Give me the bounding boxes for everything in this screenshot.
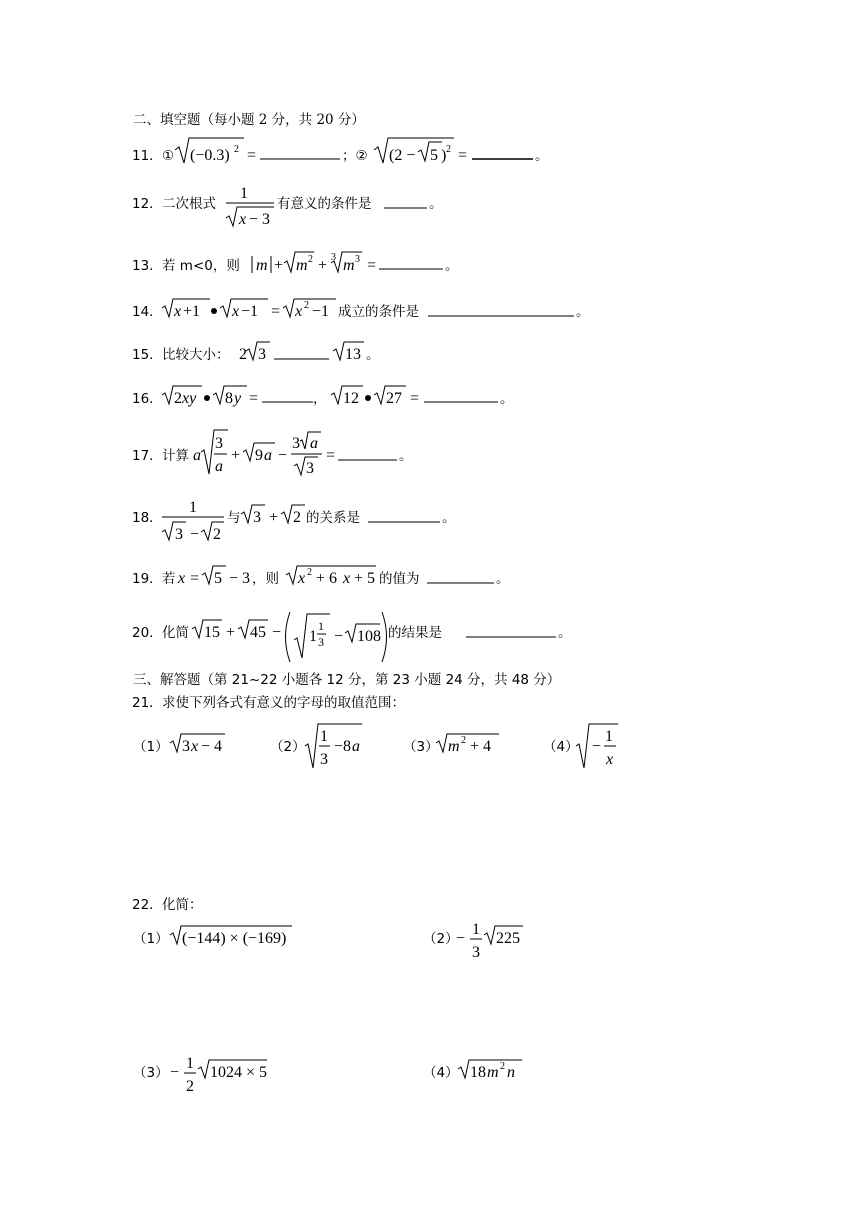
svg-text:− 3: − 3 xyxy=(229,570,251,587)
svg-text:3: 3 xyxy=(320,751,328,768)
svg-text:13: 13 xyxy=(345,346,361,363)
q21-item-4-label: （4） xyxy=(543,739,579,755)
svg-text:3: 3 xyxy=(318,635,324,649)
svg-text:。: 。 xyxy=(500,391,514,407)
question-17 xyxy=(132,430,413,477)
q11-number: 11． xyxy=(132,148,163,164)
svg-text:a: a xyxy=(310,435,318,452)
q11-sep: ；② xyxy=(342,148,368,164)
svg-text:。: 。 xyxy=(366,347,380,363)
svg-text:1: 1 xyxy=(320,728,328,745)
svg-text:比较大小：: 比较大小： xyxy=(162,347,230,363)
svg-text:的关系是: 的关系是 xyxy=(306,510,360,526)
question-21 xyxy=(132,694,618,768)
svg-text:a: a xyxy=(264,447,272,464)
svg-text:(2 −: (2 − xyxy=(389,147,416,164)
svg-text:3: 3 xyxy=(306,460,314,477)
q19-number: 19． xyxy=(132,571,163,587)
question-20 xyxy=(132,612,572,662)
svg-text:5: 5 xyxy=(430,147,438,164)
svg-text:x: x xyxy=(232,303,240,320)
svg-text:18: 18 xyxy=(470,1064,486,1081)
svg-text:1: 1 xyxy=(605,728,613,745)
svg-text:45: 45 xyxy=(250,624,266,641)
svg-text:x: x xyxy=(239,211,247,228)
question-18 xyxy=(132,499,456,543)
svg-text:−: − xyxy=(190,526,200,543)
svg-text:x: x xyxy=(606,751,614,768)
svg-text:3: 3 xyxy=(472,944,480,961)
svg-text:1024 × 5: 1024 × 5 xyxy=(210,1064,268,1081)
svg-text:m: m xyxy=(343,257,355,274)
svg-text:。: 。 xyxy=(496,571,510,587)
svg-text:=: = xyxy=(249,390,259,407)
section-fill-title: 二、填空题（每小题 2 分，共 20 分） xyxy=(133,112,365,128)
q18-number: 18． xyxy=(132,510,163,526)
svg-text:x: x xyxy=(343,570,351,587)
q21-number: 21． xyxy=(132,695,163,711)
svg-text:2: 2 xyxy=(293,509,301,526)
question-22 xyxy=(132,897,523,1095)
svg-text:108: 108 xyxy=(357,628,381,645)
svg-text:m: m xyxy=(296,257,308,274)
svg-text:=: = xyxy=(247,147,257,164)
svg-text:− 4: − 4 xyxy=(201,738,223,755)
svg-text:。: 。 xyxy=(442,510,456,526)
svg-text:3: 3 xyxy=(258,346,266,363)
svg-text:3: 3 xyxy=(355,254,360,265)
svg-text:3: 3 xyxy=(215,435,223,452)
question-15 xyxy=(132,342,380,363)
svg-text:2: 2 xyxy=(461,735,466,746)
svg-text:−: − xyxy=(170,1064,180,1081)
svg-text:5: 5 xyxy=(214,570,222,587)
svg-text:x: x xyxy=(178,570,186,587)
svg-text:1: 1 xyxy=(240,185,248,202)
q17-number: 17． xyxy=(132,448,163,464)
svg-text:3: 3 xyxy=(292,435,300,452)
q16-number: 16． xyxy=(132,391,163,407)
svg-text:2: 2 xyxy=(304,300,309,311)
svg-text:2: 2 xyxy=(186,1078,194,1095)
svg-text:): ) xyxy=(441,147,447,164)
svg-text:3: 3 xyxy=(331,252,336,263)
svg-text:。: 。 xyxy=(558,625,572,641)
svg-text:=: = xyxy=(367,257,377,274)
svg-text:n: n xyxy=(507,1064,515,1081)
svg-text:m: m xyxy=(448,738,460,755)
svg-text:。: 。 xyxy=(445,258,459,274)
q21-item-1-label: （1） xyxy=(133,739,169,755)
svg-text:1: 1 xyxy=(186,1055,194,1072)
svg-text:若 m<0，则: 若 m<0，则 xyxy=(162,258,240,274)
svg-text:−: − xyxy=(334,628,344,645)
svg-text:2: 2 xyxy=(446,144,451,155)
svg-text:=: = xyxy=(410,390,420,407)
q22-item-2-label: （2） xyxy=(423,931,459,947)
svg-text:1: 1 xyxy=(472,921,480,938)
svg-text:2: 2 xyxy=(500,1061,505,1072)
svg-text:x: x xyxy=(295,303,303,320)
svg-text:9: 9 xyxy=(255,447,263,464)
svg-text:15: 15 xyxy=(204,624,220,641)
question-19 xyxy=(132,566,510,587)
svg-text:+: + xyxy=(318,257,328,274)
svg-text:−: − xyxy=(592,738,602,755)
question-12 xyxy=(132,185,443,228)
svg-text:1: 1 xyxy=(189,499,197,516)
svg-text:−1: −1 xyxy=(312,303,330,320)
q22-text: 化简： xyxy=(162,897,203,913)
q22-item-3-label: （3） xyxy=(133,1065,169,1081)
svg-text:若: 若 xyxy=(162,571,176,587)
svg-text:。: 。 xyxy=(429,196,443,212)
svg-text:27: 27 xyxy=(386,390,402,407)
q15-number: 15． xyxy=(132,347,163,363)
svg-text:(−0.3): (−0.3) xyxy=(190,147,230,164)
svg-text:1: 1 xyxy=(318,619,324,633)
svg-text:2: 2 xyxy=(239,346,247,363)
svg-text:+ 6: + 6 xyxy=(316,570,338,587)
svg-text:xy: xy xyxy=(182,390,197,407)
q22-item-4-label: （4） xyxy=(423,1065,459,1081)
svg-text:+ 4: + 4 xyxy=(470,738,492,755)
svg-text:− 3: − 3 xyxy=(249,211,271,228)
question-11 xyxy=(132,138,549,164)
section-solve-title: 三、解答题（第 21~22 小题各 12 分，第 23 小题 24 分，共 48 分） xyxy=(133,672,561,688)
svg-text:2: 2 xyxy=(234,144,239,155)
q12-number: 12． xyxy=(132,196,163,212)
svg-text:3: 3 xyxy=(175,526,183,543)
svg-text:3: 3 xyxy=(253,509,261,526)
svg-text:m: m xyxy=(487,1064,499,1081)
svg-text:的值为: 的值为 xyxy=(379,571,420,587)
svg-text:化简: 化简 xyxy=(162,625,189,641)
svg-text:225: 225 xyxy=(496,930,520,947)
svg-text:。: 。 xyxy=(399,448,413,464)
svg-text:−: − xyxy=(456,930,466,947)
svg-text:。: 。 xyxy=(535,148,549,164)
svg-text:a: a xyxy=(193,447,201,464)
svg-text:y: y xyxy=(234,390,242,407)
svg-text:+: + xyxy=(269,509,279,526)
svg-text:m: m xyxy=(256,257,268,274)
svg-text:+: + xyxy=(274,257,284,274)
svg-text:−: − xyxy=(278,447,288,464)
svg-text:+ 5: + 5 xyxy=(354,570,376,587)
svg-text:2: 2 xyxy=(308,254,313,265)
q13-number: 13． xyxy=(132,258,163,274)
svg-text:a: a xyxy=(215,458,223,475)
svg-text:，: ， xyxy=(313,391,327,407)
svg-text:1: 1 xyxy=(309,628,317,645)
svg-text:计算: 计算 xyxy=(162,448,189,464)
svg-text:2: 2 xyxy=(307,567,312,578)
svg-text:(−144) × (−169): (−144) × (−169) xyxy=(182,930,287,947)
svg-text:+1: +1 xyxy=(183,303,201,320)
svg-text:=: = xyxy=(326,447,336,464)
svg-text:x: x xyxy=(298,570,306,587)
svg-text:3: 3 xyxy=(182,738,190,755)
question-16 xyxy=(132,386,514,407)
svg-text:+: + xyxy=(231,447,241,464)
svg-text:+: + xyxy=(226,624,236,641)
svg-text:2: 2 xyxy=(174,390,182,407)
svg-text:8: 8 xyxy=(225,390,233,407)
svg-text:的结果是: 的结果是 xyxy=(388,625,442,641)
q20-number: 20． xyxy=(132,625,163,641)
q21-item-2-label: （2） xyxy=(270,739,306,755)
svg-text:−: − xyxy=(272,624,282,641)
svg-text:−1: −1 xyxy=(241,303,259,320)
svg-text:有意义的条件是: 有意义的条件是 xyxy=(277,196,372,212)
q22-item-1-label: （1） xyxy=(133,931,169,947)
svg-text:，则: ，则 xyxy=(252,571,279,587)
q21-text: 求使下列各式有意义的字母的取值范围： xyxy=(162,695,405,711)
svg-text:x: x xyxy=(174,303,182,320)
svg-text:成立的条件是: 成立的条件是 xyxy=(338,304,419,320)
q14-number: 14． xyxy=(132,304,163,320)
svg-text:与: 与 xyxy=(227,510,241,526)
svg-text:=: = xyxy=(458,147,468,164)
question-14 xyxy=(132,299,590,320)
svg-text:二次根式: 二次根式 xyxy=(162,196,216,212)
question-13 xyxy=(132,252,459,274)
svg-text:x: x xyxy=(191,738,199,755)
svg-text:。: 。 xyxy=(576,304,590,320)
svg-text:−8: −8 xyxy=(334,738,352,755)
svg-text:2: 2 xyxy=(213,526,221,543)
q22-number: 22． xyxy=(132,897,163,913)
svg-text:=: = xyxy=(190,570,200,587)
svg-text:=: = xyxy=(271,303,281,320)
svg-text:a: a xyxy=(352,738,360,755)
q21-item-3-label: （3） xyxy=(403,739,439,755)
q11-circle-1: ① xyxy=(162,148,175,164)
svg-text:12: 12 xyxy=(343,390,359,407)
